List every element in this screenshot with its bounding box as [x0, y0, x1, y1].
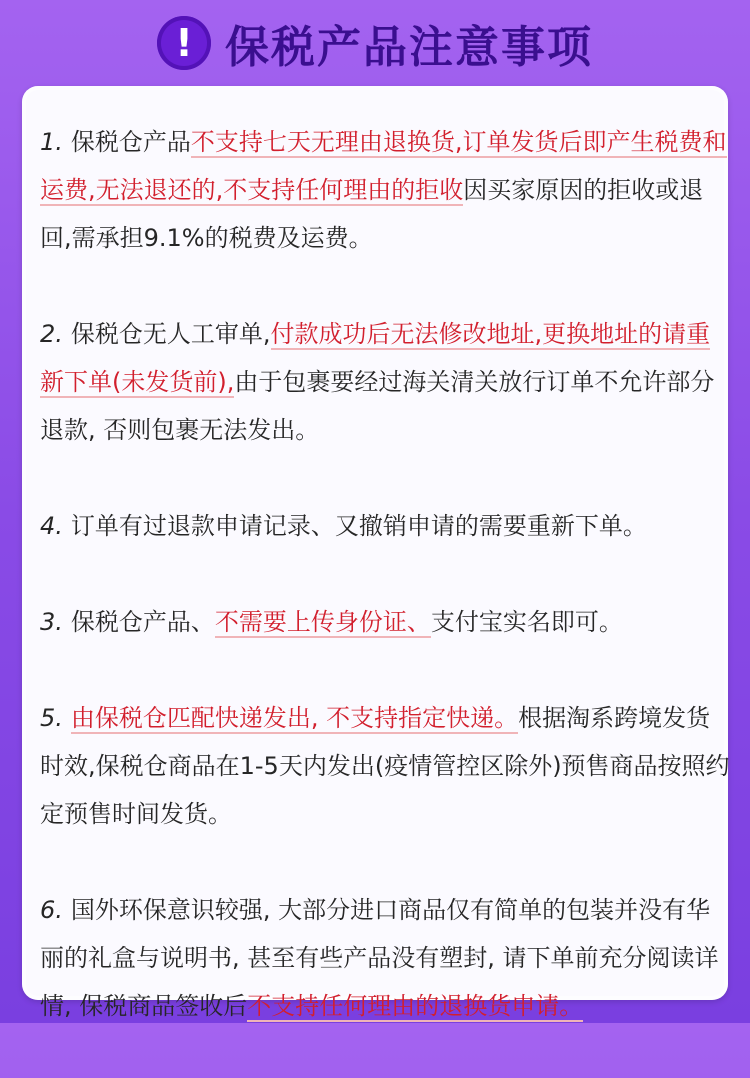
item-text: 支付宝实名即可。	[430, 608, 623, 636]
item-text: 因买家原因的拒收或退回,需承担9.1%的税费及运费。	[40, 176, 704, 252]
item-number: 6.	[40, 896, 63, 924]
item-number: 3.	[40, 608, 63, 636]
notice-item	[40, 310, 730, 454]
item-number: 5.	[40, 704, 63, 732]
item-number: 1.	[40, 128, 63, 156]
notice-item	[40, 694, 730, 838]
item-highlight: 不需要上传身份证、	[214, 608, 431, 636]
item-text: 保税仓产品、	[70, 608, 215, 636]
item-highlight: 付款成功后无法修改地址,更换地址的请重新下单(未发货前),	[40, 320, 711, 396]
item-number: 4.	[40, 512, 63, 540]
item-text: 由于包裹要经过海关清关放行订单不允许部分退款, 否则包裹无法发出。	[40, 368, 715, 444]
item-text: 订单有过退款申请记录、又撤销申请的需要重新下单。	[70, 512, 647, 540]
item-highlight: 不支持七天无理由退换货,订单发货后即产生税费和运费,无法退还的,不支持任何理由的拒收	[40, 128, 727, 204]
item-text: 国外环保意识较强, 大部分进口商品仅有简单的包装并没有华丽的礼盒与说明书, 甚至有些产品没有塑封, 请下单前充分阅读详情, 保税商品签收后	[40, 896, 719, 1020]
notice-item	[40, 598, 730, 646]
exclamation-icon: !	[157, 16, 211, 70]
page-title: 保税产品注意事项	[225, 22, 593, 73]
notice-item	[40, 886, 730, 1030]
item-highlight: 由保税仓匹配快递发出, 不支持指定快递。	[70, 704, 519, 732]
item-highlight: 不支持任何理由的退换货申请。	[247, 992, 584, 1020]
item-text: 保税仓产品	[70, 128, 191, 156]
item-text: 根据淘系跨境发货时效,保税仓商品在1-5天内发出(疫情管控区除外)预售商品按照约定预售时间发货。	[40, 704, 730, 828]
title-bar	[0, 0, 750, 86]
notice-item	[40, 502, 730, 550]
notice-item	[40, 118, 730, 262]
item-number: 2.	[40, 320, 63, 348]
item-text: 保税仓无人工审单,	[70, 320, 271, 348]
notice-list	[40, 118, 730, 1078]
